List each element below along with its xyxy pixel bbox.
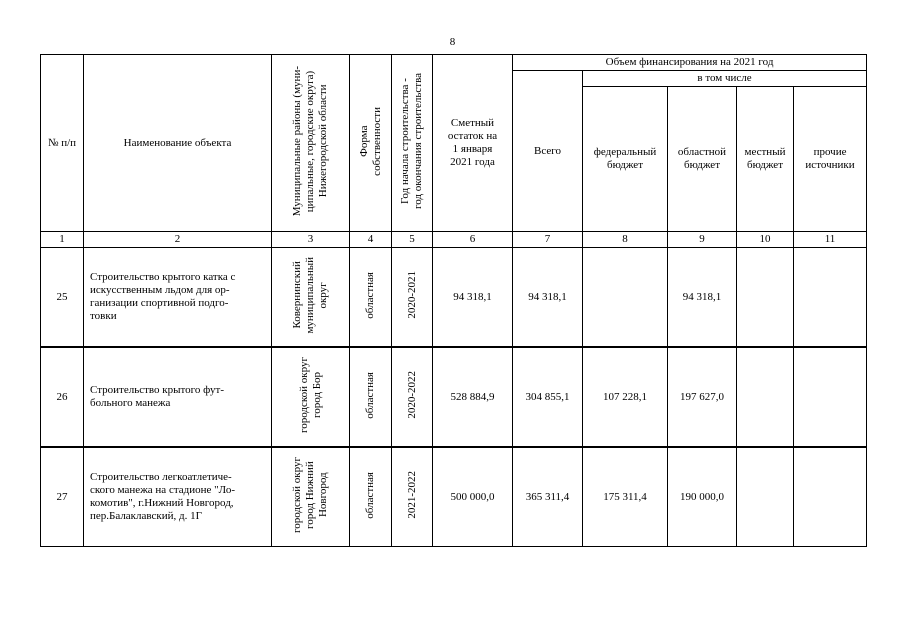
row-local xyxy=(737,347,794,447)
header-ownership-text: Форма собственности xyxy=(357,106,383,176)
column-number: 11 xyxy=(794,232,867,248)
row-years-text: 2021-2022 xyxy=(405,471,418,519)
row-total: 304 855,1 xyxy=(513,347,583,447)
column-number: 4 xyxy=(350,232,392,248)
header-row-1 xyxy=(41,55,867,71)
row-years xyxy=(392,347,433,447)
column-number: 8 xyxy=(583,232,668,248)
row-regional: 190 000,0 xyxy=(668,447,737,547)
row-district xyxy=(272,248,350,348)
row-local xyxy=(737,248,794,348)
column-number: 3 xyxy=(272,232,350,248)
table-row xyxy=(41,347,867,447)
row-remainder: 500 000,0 xyxy=(433,447,513,547)
row-other xyxy=(794,447,867,547)
row-local xyxy=(737,447,794,547)
header-years xyxy=(392,55,433,232)
column-number: 6 xyxy=(433,232,513,248)
header-federal: федеральный бюджет xyxy=(583,87,668,232)
row-ownership xyxy=(350,347,392,447)
row-object-name: Строительство легкоатлетиче- ского манежа на стадионе "Ло- комотив", г.Нижний Новгород, пер.Балаклавский, д. 1Г xyxy=(84,447,272,547)
row-object-name: Строительство крытого фут- больного манежа xyxy=(84,347,272,447)
row-district-text: городской округ город Бор xyxy=(297,356,323,434)
row-other xyxy=(794,248,867,348)
table-row xyxy=(41,248,867,348)
row-num: 25 xyxy=(41,248,84,348)
column-number: 10 xyxy=(737,232,794,248)
page-number: 8 xyxy=(449,36,456,48)
row-ownership xyxy=(350,248,392,348)
row-regional: 197 627,0 xyxy=(668,347,737,447)
header-regional: областной бюджет xyxy=(668,87,737,232)
column-number: 5 xyxy=(392,232,433,248)
row-ownership-text: областная xyxy=(364,371,377,419)
header-total: Всего xyxy=(513,71,583,232)
row-total: 94 318,1 xyxy=(513,248,583,348)
row-total: 365 311,4 xyxy=(513,447,583,547)
header-funding-group: Объем финансирования на 2021 год xyxy=(513,55,867,71)
row-regional: 94 318,1 xyxy=(668,248,737,348)
header-name: Наименование объекта xyxy=(84,55,272,232)
row-district-text: городской округ город Нижний Новгород xyxy=(291,456,329,534)
header-ownership xyxy=(350,55,392,232)
row-ownership xyxy=(350,447,392,547)
row-remainder: 94 318,1 xyxy=(433,248,513,348)
row-years-text: 2020-2022 xyxy=(405,371,418,419)
row-years-text: 2020-2021 xyxy=(405,271,418,319)
row-num: 27 xyxy=(41,447,84,547)
column-number: 9 xyxy=(668,232,737,248)
row-num: 26 xyxy=(41,347,84,447)
funding-table xyxy=(40,54,867,547)
table-row xyxy=(41,447,867,547)
row-district xyxy=(272,347,350,447)
header-district xyxy=(272,55,350,232)
row-other xyxy=(794,347,867,447)
row-federal: 107 228,1 xyxy=(583,347,668,447)
row-ownership-text: областная xyxy=(364,471,377,519)
row-federal xyxy=(583,248,668,348)
header-district-text: Муниципальные районы (муни- ципальные, городские округа) Нижегородской области xyxy=(291,65,329,217)
header-num: № п/п xyxy=(41,55,84,232)
row-district xyxy=(272,447,350,547)
row-object-name: Строительство крытого катка с искусственным льдом для ор- ганизации спортивной подго- товки xyxy=(84,248,272,348)
header-years-text: Год начала строительства - год окончания строительства xyxy=(399,73,424,209)
row-years xyxy=(392,447,433,547)
header-local: местный бюджет xyxy=(737,87,794,232)
column-number-row xyxy=(41,232,867,248)
row-ownership-text: областная xyxy=(364,271,377,319)
row-district-text: Ковернинский муниципальный округ xyxy=(291,256,329,334)
row-years xyxy=(392,248,433,348)
header-other: прочие источники xyxy=(794,87,867,232)
header-remainder: Сметный остаток на 1 января 2021 года xyxy=(433,55,513,232)
row-remainder: 528 884,9 xyxy=(433,347,513,447)
column-number: 7 xyxy=(513,232,583,248)
column-number: 1 xyxy=(41,232,84,248)
header-including: в том числе xyxy=(583,71,867,87)
row-federal: 175 311,4 xyxy=(583,447,668,547)
column-number: 2 xyxy=(84,232,272,248)
